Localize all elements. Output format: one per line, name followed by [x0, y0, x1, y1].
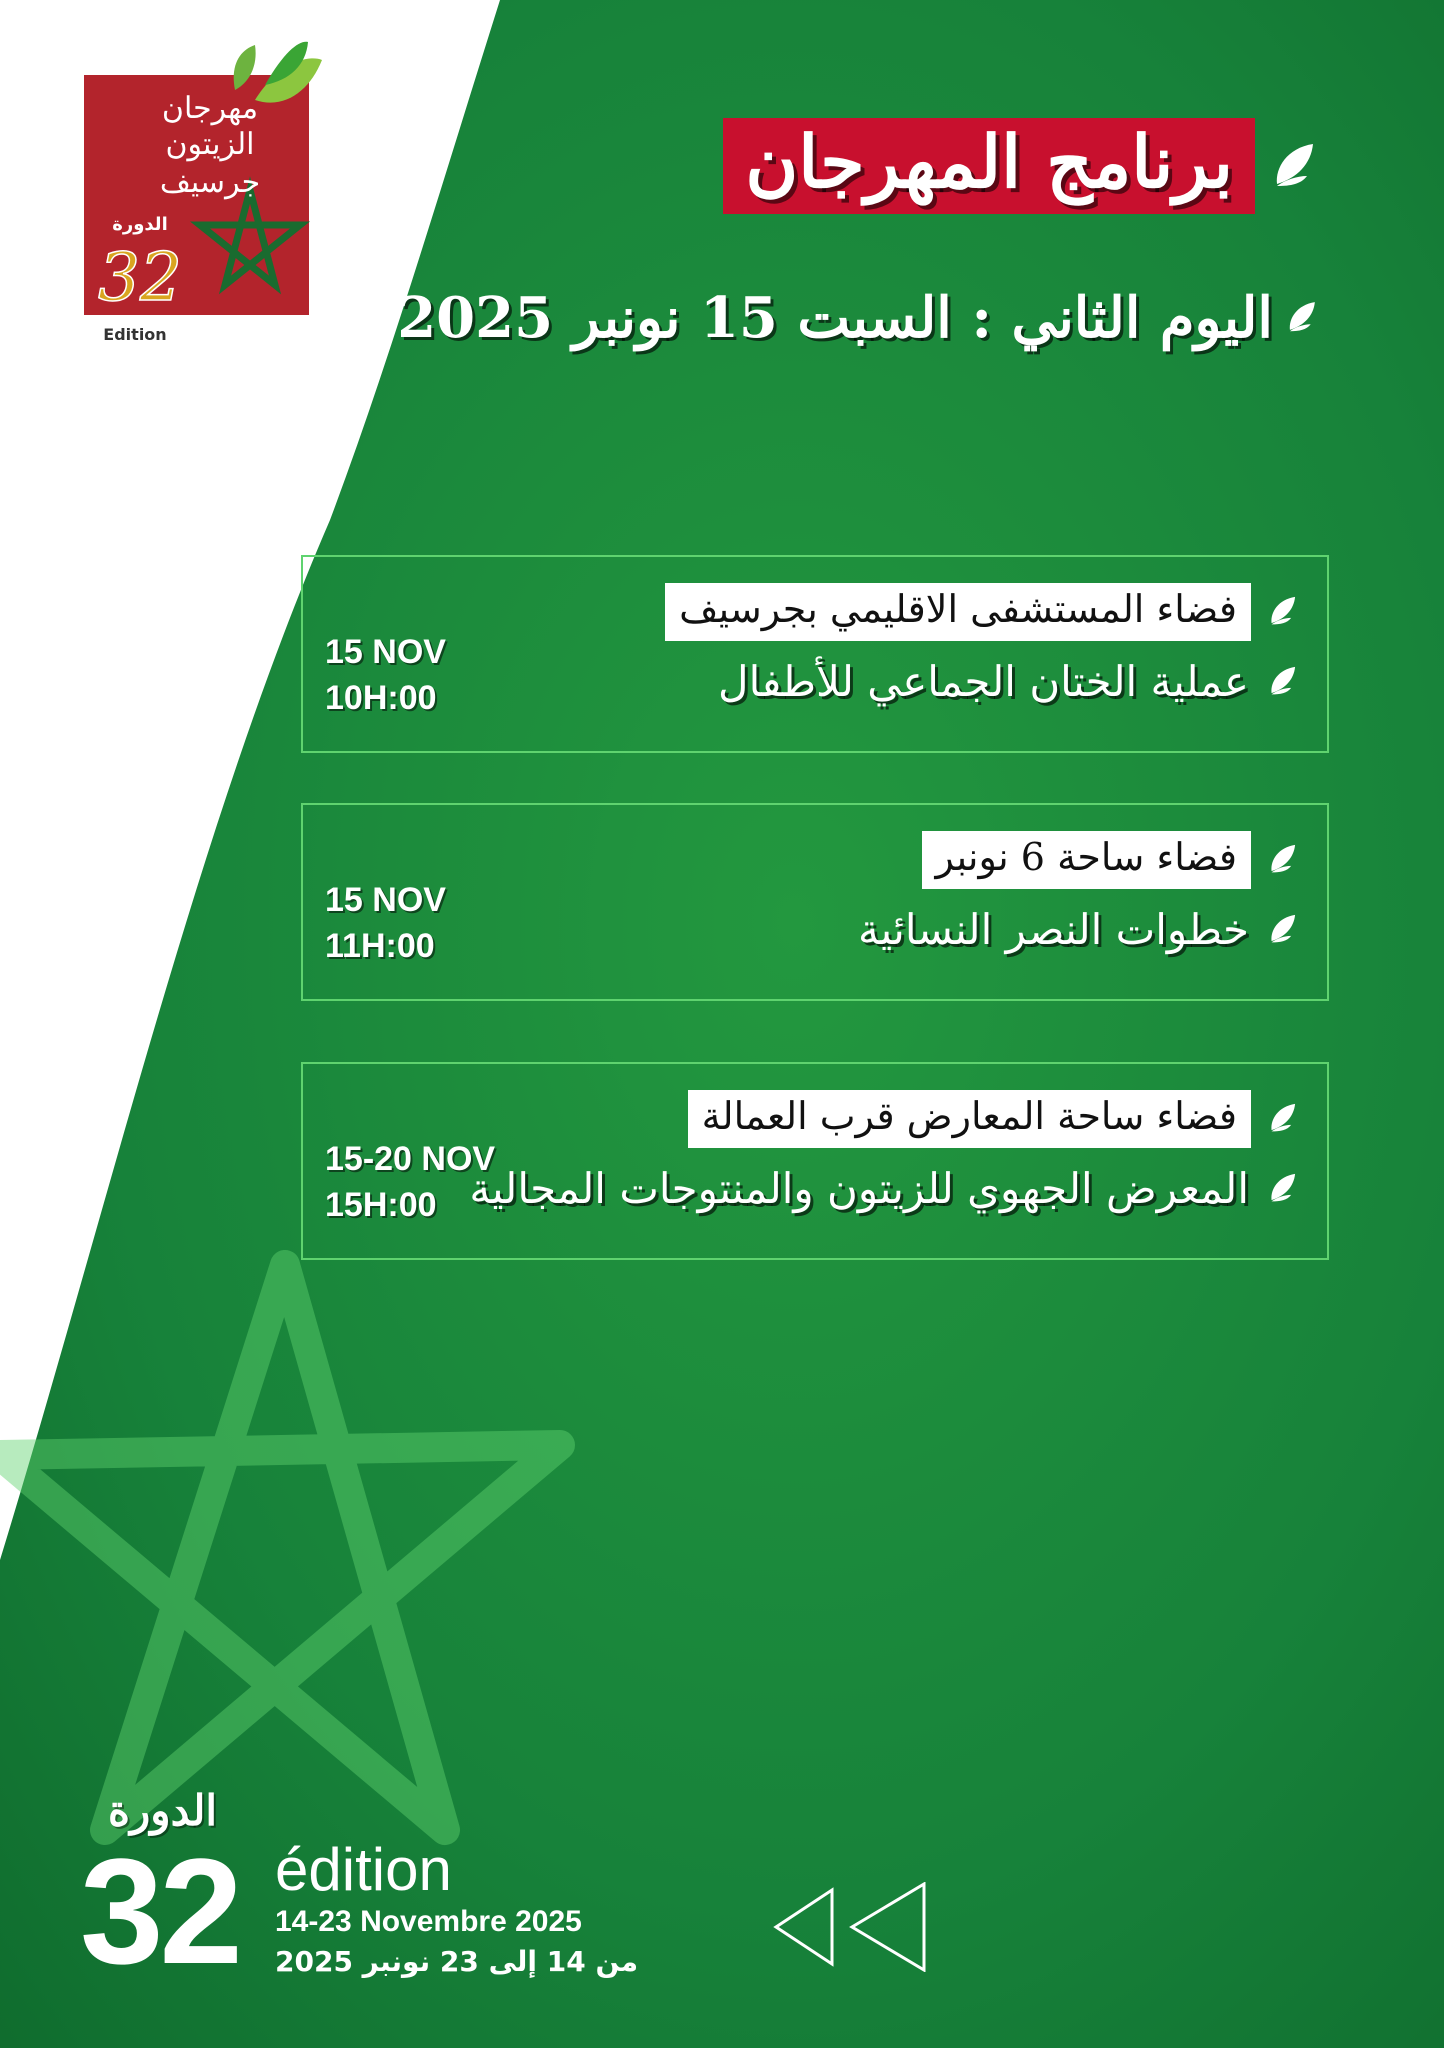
svg-text:32: 32: [98, 239, 182, 316]
event-time: 11H:00: [325, 927, 435, 965]
leaf-icon: [1265, 841, 1299, 879]
leaf-icon: [1265, 593, 1299, 631]
event-date: 15-20 NOV: [325, 1140, 496, 1178]
event-activity: خطوات النصر النسائية: [857, 905, 1249, 954]
title-block: [723, 118, 1319, 214]
event-card: [301, 803, 1329, 1001]
svg-text:جرسيف: جرسيف: [159, 165, 261, 200]
double-arrow-left-icon[interactable]: [772, 1882, 932, 1972]
edition-dates-french: 14-23 Novembre 2025: [275, 1905, 582, 1938]
event-venue-row: [665, 583, 1299, 641]
edition-word: édition: [275, 1836, 452, 1903]
event-venue: فضاء ساحة 6 نونبر: [922, 831, 1252, 889]
event-activity: عملية الختان الجماعي للأطفال: [718, 657, 1249, 706]
edition-number: 32: [80, 1827, 239, 1995]
festival-logo: [60, 30, 330, 345]
leaf-icon: [1265, 663, 1299, 701]
page-title: برنامج المهرجان: [723, 118, 1255, 214]
day-heading: [397, 285, 1319, 351]
leaf-icon: [1283, 298, 1319, 338]
event-date: 15 NOV: [325, 881, 446, 919]
leaf-icon: [1265, 1100, 1299, 1138]
edition-dates-arabic: من 14 إلى 23 نونبر 2025: [275, 1945, 639, 1978]
svg-text:الدورة: الدورة: [112, 214, 168, 235]
event-activity-row: [718, 657, 1299, 706]
event-activity-row: [858, 905, 1299, 954]
event-venue-row: [688, 1090, 1299, 1148]
svg-text:مهرجان: مهرجان: [161, 91, 259, 126]
leaf-icon: [1265, 911, 1299, 949]
event-time: 15H:00: [325, 1186, 437, 1224]
leaf-icon: [1267, 138, 1319, 194]
edition-arabic-label: الدورة: [108, 1786, 218, 1835]
event-card: [301, 555, 1329, 753]
event-venue: فضاء ساحة المعارض قرب العمالة: [688, 1090, 1251, 1148]
event-datetime: [325, 629, 446, 721]
svg-text:الزيتون: الزيتون: [165, 127, 255, 162]
day-date-line: اليوم الثاني : السبت 15 نونبر 2025: [397, 285, 1273, 351]
event-venue-row: [922, 831, 1300, 889]
event-activity: المعرض الجهوي للزيتون والمنتوجات المجالية: [469, 1164, 1249, 1213]
event-date: 15 NOV: [325, 633, 446, 671]
event-datetime: [325, 877, 446, 969]
event-activity-row: [469, 1164, 1299, 1213]
leaf-icon: [1265, 1170, 1299, 1208]
event-venue: فضاء المستشفى الاقليمي بجرسيف: [665, 583, 1251, 641]
event-time: 10H:00: [325, 679, 437, 717]
svg-text:Edition: Edition: [103, 325, 167, 344]
event-card: [301, 1062, 1329, 1260]
